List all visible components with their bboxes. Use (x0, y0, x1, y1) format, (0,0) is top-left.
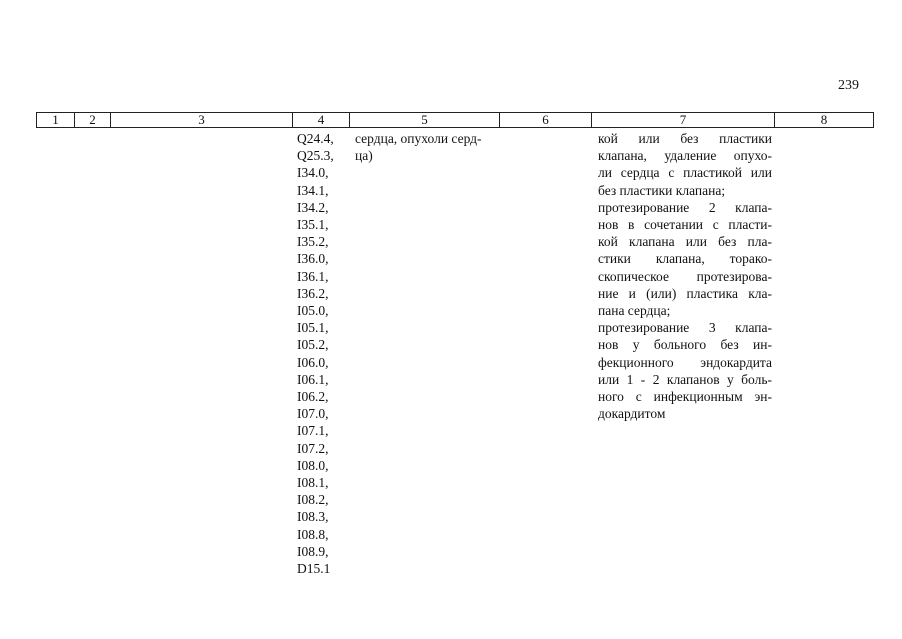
treatment-line: нов у больного без ин- (598, 337, 772, 353)
icd-code: Q25.3, (297, 148, 334, 164)
icd-code: I08.0, (297, 457, 329, 473)
icd-code: I08.2, (297, 492, 329, 508)
icd-code: I34.1, (297, 182, 329, 198)
icd-code: I07.1, (297, 423, 329, 439)
treatment-line: протезирование 3 клапа- (598, 320, 772, 336)
treatment-line: ного с инфекционным эн- (598, 389, 772, 405)
icd-code: I05.0, (297, 303, 329, 319)
treatment-line: ли сердца с пластикой или (598, 165, 772, 181)
header-col-2: 2 (75, 113, 111, 127)
icd-code: I06.1, (297, 371, 329, 387)
treatment-line: скопическое протезирова- (598, 268, 772, 284)
diagnosis-line: ца) (355, 148, 373, 164)
icd-code: I36.1, (297, 268, 329, 284)
treatment-line: кой клапана или без пла- (598, 234, 772, 250)
treatment-line: стики клапана, торако- (598, 251, 772, 267)
treatment-line: пана сердца; (598, 303, 671, 319)
icd-code: I36.2, (297, 285, 329, 301)
icd-code: I07.0, (297, 406, 329, 422)
icd-code: I34.2, (297, 199, 329, 215)
icd-code: I36.0, (297, 251, 329, 267)
header-col-5: 5 (350, 113, 500, 127)
diagnosis-line: сердца, опухоли серд- (355, 131, 482, 146)
header-col-4: 4 (293, 113, 350, 127)
icd-code: I08.9, (297, 543, 329, 559)
icd-code: I08.8, (297, 526, 329, 542)
icd-code: I08.1, (297, 475, 329, 491)
icd-code: I35.1, (297, 217, 329, 233)
header-col-6: 6 (500, 113, 592, 127)
icd-code: I35.2, (297, 234, 329, 250)
treatment-line: докардитом (598, 406, 666, 422)
icd-code: Q24.4, (297, 131, 334, 146)
icd-code: I08.3, (297, 509, 329, 525)
page-number: 239 (838, 78, 859, 93)
icd-code: I06.0, (297, 354, 329, 370)
icd-code: I07.2, (297, 440, 329, 456)
header-col-3: 3 (111, 113, 293, 127)
header-col-7: 7 (592, 113, 775, 127)
treatment-line: или 1 - 2 клапанов у боль- (598, 371, 772, 387)
icd-codes-column (297, 130, 353, 577)
treatment-line: фекционного эндокардита (598, 354, 772, 370)
treatment-column (598, 130, 772, 422)
treatment-line: нов в сочетании с пласти- (598, 217, 772, 233)
header-col-8: 8 (820, 112, 828, 127)
treatment-line: без пластики клапана; (598, 182, 726, 198)
icd-code: I05.2, (297, 337, 329, 353)
treatment-line: протезирование 2 клапа- (598, 199, 772, 215)
treatment-line: кой или без пластики (598, 131, 772, 146)
treatment-line: клапана, удаление опухо- (598, 148, 772, 164)
icd-code: I34.0, (297, 165, 329, 181)
treatment-line: ние и (или) пластика кла- (598, 285, 772, 301)
icd-code: I05.1, (297, 320, 329, 336)
header-col-1: 1 (37, 113, 75, 127)
icd-code: D15.1 (297, 561, 331, 577)
table-header-row (36, 112, 874, 128)
diagnosis-column (355, 130, 500, 164)
icd-code: I06.2, (297, 389, 329, 405)
